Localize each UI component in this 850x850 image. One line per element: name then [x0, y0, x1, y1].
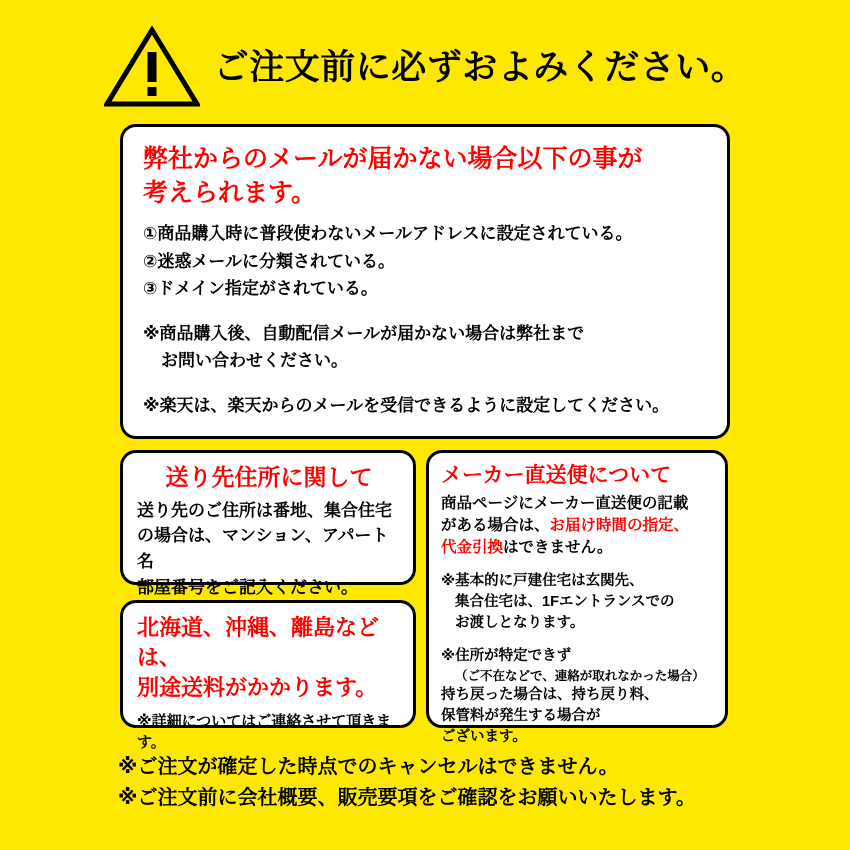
mail-notice-reason-list — [143, 220, 707, 303]
note-line: ※楽天は、楽天からのメールを受信できるように設定してください。 — [143, 395, 670, 415]
text-line: 持ち戻った場合は、持ち戻り料、 — [441, 687, 659, 704]
text-span-red: 代金引換 — [441, 539, 504, 557]
text-span: はできません。 — [503, 539, 613, 557]
maker-direct-description — [441, 493, 715, 559]
mail-notice-note-2 — [143, 392, 707, 420]
footer-line-1: ※ご注文が確定した時点でのキャンセルはできません。 — [118, 756, 619, 778]
text-line: 別途送料がかかります。 — [137, 674, 378, 700]
list-item: ②迷惑メールに分類されている。 — [143, 251, 396, 271]
text-line: お渡しとなります。 — [455, 615, 585, 632]
footer-notes — [118, 752, 818, 814]
text-line — [441, 537, 715, 559]
text-line: 集合住宅は、1Fエントランスでの — [455, 594, 675, 611]
text-line: 部屋番号をご記入ください。 — [137, 578, 358, 598]
note-line: ※商品購入後、自動配信メールが届かない場合は弊社まで — [143, 323, 585, 343]
region-surcharge-title — [137, 613, 401, 703]
page-title: ご注文前に必ずおよみください。 — [213, 47, 747, 87]
maker-direct-note-2 — [441, 646, 715, 748]
footer-line-2: ※ご注文前に会社概要、販売要項をご確認をお願いいたします。 — [118, 787, 696, 809]
warning-triangle-icon — [104, 26, 200, 108]
shipping-address-body — [137, 498, 401, 601]
region-surcharge-box — [120, 600, 416, 751]
text-line: ※基本的に戸建住宅は玄関先、 — [441, 573, 644, 590]
maker-direct-note-1 — [441, 571, 715, 634]
text-line: 北海道、沖縄、離島などは、 — [137, 615, 380, 670]
note-line: お問い合わせください。 — [161, 351, 348, 371]
shipping-address-title: 送り先住所に関して — [165, 464, 373, 490]
text-line: 保管料が発生する場合が — [441, 708, 601, 725]
region-surcharge-note: ※詳細についてはご連絡させて頂きます。 — [137, 712, 392, 751]
mail-notice-heading-line2: 考えられます。 — [143, 178, 317, 207]
list-item: ①商品購入時に普段使わないメールアドレスに設定されている。 — [143, 224, 633, 243]
list-item: ③ドメイン指定がされている。 — [143, 279, 378, 299]
text-line: ございます。 — [441, 729, 527, 746]
text-line: ※住所が特定できず — [441, 648, 572, 665]
text-line-small: （ご不在などで、連絡が取れなかった場合） — [455, 669, 705, 684]
text-line — [441, 515, 715, 537]
text-span-red: お届け時間の指定、 — [549, 517, 690, 535]
text-line: 送り先のご住所は番地、集合住宅 — [137, 500, 392, 520]
page-header — [0, 26, 850, 108]
mail-notice-box — [120, 124, 730, 439]
text-span: がある場合は、 — [441, 517, 550, 535]
text-line: 商品ページにメーカー直送便の記載 — [441, 495, 689, 513]
text-line: の場合は、マンション、アパート名 — [137, 526, 389, 572]
mail-notice-heading — [143, 143, 707, 210]
mail-notice-note-1 — [143, 320, 707, 375]
mail-notice-heading-line1: 弊社からのメールが届かない場合以下の事が — [143, 145, 643, 173]
maker-direct-title: メーカー直送便について — [441, 464, 672, 487]
maker-direct-delivery-box — [426, 450, 728, 746]
shipping-address-box — [120, 450, 416, 598]
